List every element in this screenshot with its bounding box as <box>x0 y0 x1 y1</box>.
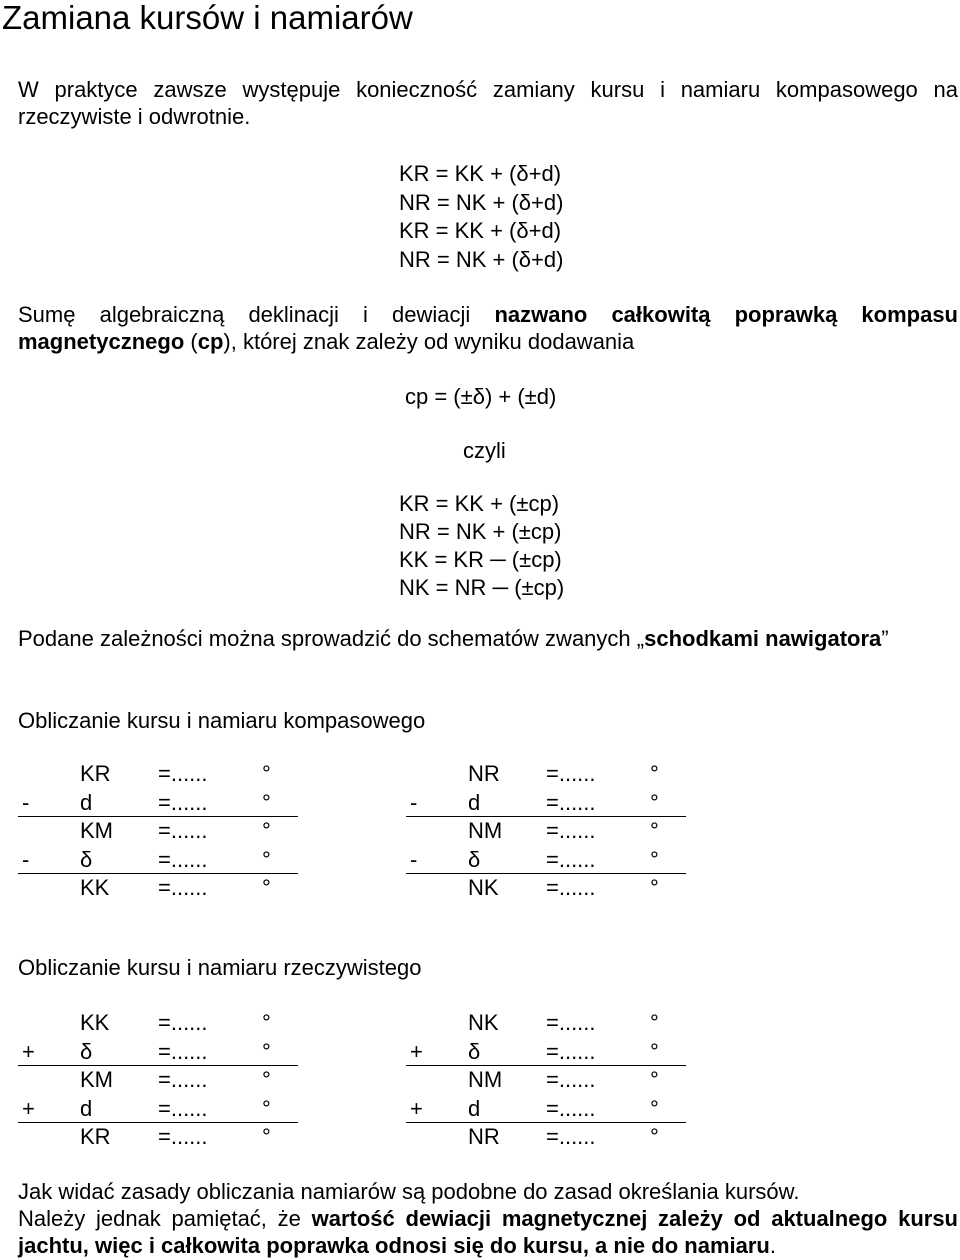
row-symbol: NM <box>468 1066 503 1092</box>
czyli-text: czyli <box>463 438 506 463</box>
row-symbol: KM <box>80 817 113 843</box>
row-sign: + <box>410 1095 423 1121</box>
heading-compass: Obliczanie kursu i namiaru kompasowego <box>18 708 426 733</box>
degree-sign: ° <box>650 817 659 843</box>
row-value-blank: =...... <box>546 1123 596 1149</box>
formula-cp: cp = (±δ) + (±d) <box>405 384 557 409</box>
schedule-row <box>18 1095 298 1123</box>
degree-sign: ° <box>650 1010 659 1035</box>
row-value-blank: =...... <box>546 817 596 843</box>
intro-paragraph: W praktyce zawsze występuje konieczność zamiany kursu i namiaru kompasowego na rzeczywiste i odwrotnie. <box>18 77 958 129</box>
degree-sign: ° <box>262 874 271 900</box>
schedule-row <box>406 789 686 817</box>
degree-sign: ° <box>650 1066 659 1092</box>
schedule-compass-course <box>18 760 298 902</box>
page-title: Zamiana kursów i namiarów <box>2 0 413 36</box>
definition-paragraph <box>18 301 958 355</box>
row-value-blank: =...... <box>158 1010 208 1035</box>
degree-sign: ° <box>262 1038 271 1064</box>
definition-text: ), której znak zależy od wyniku dodawania <box>223 329 635 354</box>
degree-sign: ° <box>650 1038 659 1064</box>
row-sign: + <box>22 1095 35 1121</box>
schedule-row <box>406 1009 686 1038</box>
row-value-blank: =...... <box>546 874 596 900</box>
formula-block-basic <box>399 160 563 275</box>
closing-note-text: Należy jednak pamiętać, że <box>18 1206 312 1231</box>
row-value-blank: =...... <box>158 1038 208 1064</box>
formula-line: KR = KK + (δ+d) <box>399 161 562 186</box>
row-value-blank: =...... <box>546 1095 596 1121</box>
formula-line: KR = KK + (±cp) <box>399 491 560 516</box>
schedule-row <box>18 1123 298 1152</box>
schedule-row <box>18 789 298 817</box>
row-symbol: NR <box>468 761 500 786</box>
row-symbol: NK <box>468 1010 499 1035</box>
degree-sign: ° <box>650 846 659 872</box>
schedule-row <box>18 1066 298 1095</box>
row-value-blank: =...... <box>158 1123 208 1149</box>
degree-sign: ° <box>262 761 271 786</box>
schedule-row <box>406 1123 686 1152</box>
formula-line: NK = NR ─ (±cp) <box>399 575 565 600</box>
row-symbol: KK <box>80 874 110 900</box>
row-symbol: δ <box>468 846 481 872</box>
degree-sign: ° <box>262 846 271 872</box>
row-symbol: δ <box>80 846 93 872</box>
schedule-row <box>406 874 686 903</box>
row-value-blank: =...... <box>158 789 208 815</box>
formula-block-cp <box>399 490 564 602</box>
schedule-row <box>18 1038 298 1066</box>
heading-true: Obliczanie kursu i namiaru rzeczywistego <box>18 955 422 980</box>
degree-sign: ° <box>262 789 271 815</box>
row-symbol: d <box>468 1095 481 1121</box>
row-value-blank: =...... <box>546 1038 596 1064</box>
definition-text: ( <box>184 329 198 354</box>
schedule-row <box>18 817 298 846</box>
row-symbol: NR <box>468 1123 500 1149</box>
schedules-intro-paragraph <box>18 625 958 652</box>
schedules-term: schodkami nawigatora <box>644 626 882 651</box>
row-symbol: δ <box>468 1038 481 1064</box>
schedule-row <box>18 874 298 903</box>
formula-line: NR = NK + (±cp) <box>399 519 562 544</box>
degree-sign: ° <box>650 1123 659 1149</box>
row-sign: - <box>410 846 418 872</box>
degree-sign: ° <box>262 1095 271 1121</box>
closing-note-emphasis: wartość dewiacji magnetycznej zależy od aktualnego kursu jachtu, więc i całkowita poprawka odnosi się do kursu, a nie do namiaru <box>18 1206 958 1258</box>
schedule-true-bearing <box>406 1009 686 1151</box>
degree-sign: ° <box>262 1066 271 1092</box>
schedules-intro-end: ” <box>881 626 889 651</box>
row-symbol: d <box>468 789 481 815</box>
schedules-intro-text: Podane zależności można sprowadzić do schematów zwanych „ <box>18 626 645 651</box>
row-value-blank: =...... <box>158 846 208 872</box>
row-symbol: KR <box>80 761 111 786</box>
degree-sign: ° <box>650 761 659 786</box>
formula-line: KR = KK + (δ+d) <box>399 218 562 244</box>
row-value-blank: =...... <box>158 1066 208 1092</box>
degree-sign: ° <box>650 789 659 815</box>
row-symbol: KR <box>80 1123 111 1149</box>
row-sign: + <box>410 1038 423 1064</box>
schedule-row <box>406 846 686 874</box>
row-value-blank: =...... <box>158 874 208 900</box>
schedule-row <box>18 846 298 874</box>
row-symbol: KM <box>80 1066 113 1092</box>
schedule-row <box>406 1038 686 1066</box>
closing-sentence: Jak widać zasady obliczania namiarów są podobne do zasad określania kursów. <box>18 1179 800 1204</box>
degree-sign: ° <box>262 1010 271 1035</box>
row-value-blank: =...... <box>158 761 208 786</box>
row-value-blank: =...... <box>158 1095 208 1121</box>
row-value-blank: =...... <box>546 789 596 815</box>
formula-line: NR = NK + (δ+d) <box>399 189 564 215</box>
row-symbol: NM <box>468 817 503 843</box>
row-sign: - <box>22 789 30 815</box>
formula-line: NR = NK + (δ+d) <box>399 247 564 273</box>
closing-note-end: . <box>769 1233 776 1258</box>
row-sign: + <box>22 1038 35 1064</box>
degree-sign: ° <box>262 1123 271 1149</box>
schedule-row <box>18 1009 298 1038</box>
degree-sign: ° <box>650 1095 659 1121</box>
schedule-compass-bearing <box>406 760 686 902</box>
definition-abbrev: cp <box>197 329 224 354</box>
closing-note <box>18 1205 958 1259</box>
schedule-row <box>406 1066 686 1095</box>
schedule-row <box>406 817 686 846</box>
row-sign: - <box>410 789 418 815</box>
row-symbol: KK <box>80 1010 110 1035</box>
row-value-blank: =...... <box>546 761 596 786</box>
row-symbol: δ <box>80 1038 93 1064</box>
row-value-blank: =...... <box>546 1066 596 1092</box>
degree-sign: ° <box>650 874 659 900</box>
degree-sign: ° <box>262 817 271 843</box>
row-value-blank: =...... <box>546 1010 596 1035</box>
definition-term: nazwano całkowitą poprawką kompasu magnetycznego <box>18 302 958 354</box>
schedule-row <box>406 1095 686 1123</box>
definition-text: Sumę algebraiczną deklinacji i dewiacji <box>18 302 495 327</box>
row-sign: - <box>22 846 30 872</box>
schedule-row <box>406 760 686 789</box>
row-symbol: d <box>80 1095 93 1121</box>
row-symbol: NK <box>468 874 499 900</box>
row-symbol: d <box>80 789 93 815</box>
schedule-true-course <box>18 1009 298 1151</box>
row-value-blank: =...... <box>546 846 596 872</box>
row-value-blank: =...... <box>158 817 208 843</box>
schedule-row <box>18 760 298 789</box>
formula-line: KK = KR ─ (±cp) <box>399 547 562 572</box>
